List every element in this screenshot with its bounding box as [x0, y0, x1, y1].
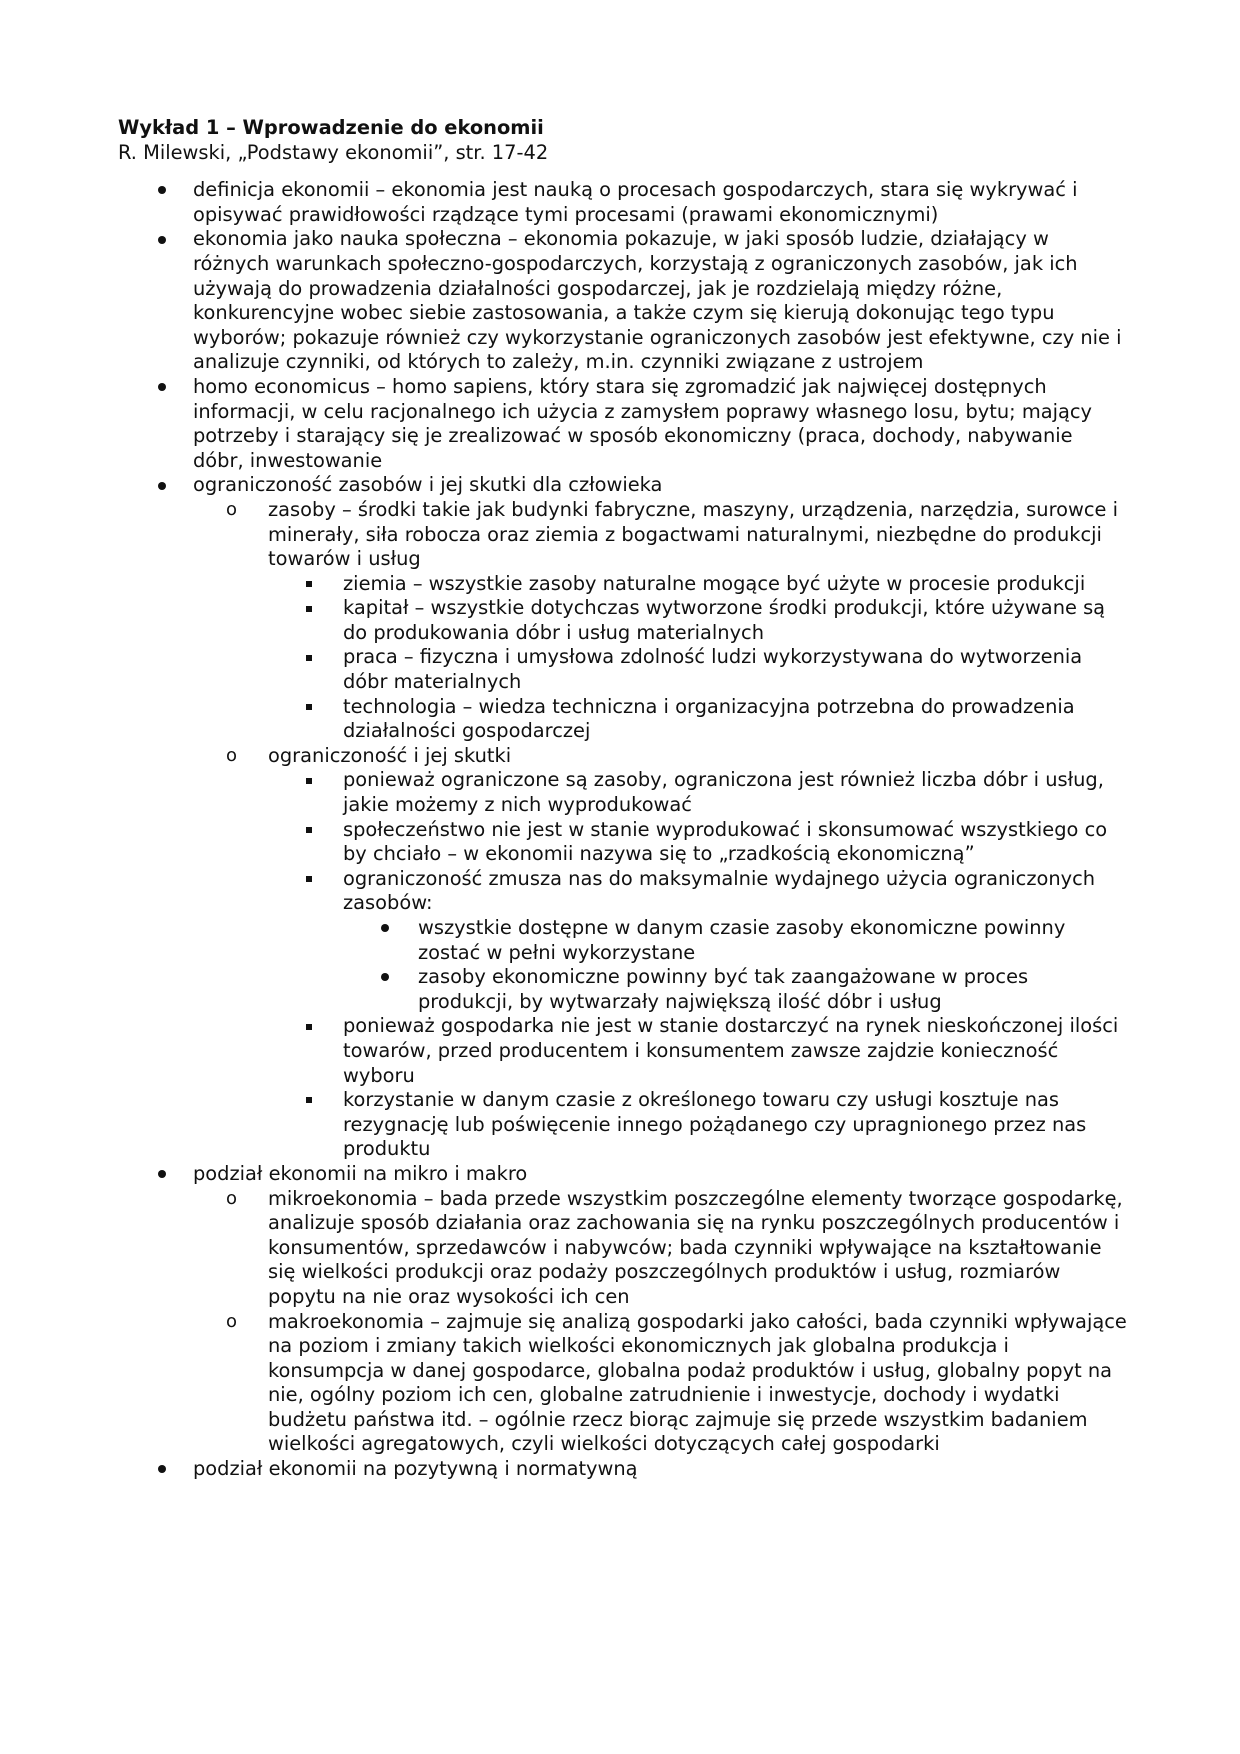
sub-sub-list [268, 572, 1128, 744]
list-item-text: ziemia – wszystkie zasoby naturalne mogące być użyte w procesie produkcji [343, 571, 1086, 595]
bullet-dot-icon [158, 1162, 166, 1187]
bullet-square-icon [306, 768, 312, 793]
bullet-dot-icon [158, 1457, 166, 1482]
bullet-circle-icon: o [226, 745, 238, 767]
list-item-text: ograniczoność zmusza nas do maksymalnie wydajnego użycia ograniczonych zasobów: [343, 866, 1096, 915]
list-item [268, 572, 1128, 597]
bullet-square-icon [306, 645, 312, 670]
bullet-square-icon [306, 1088, 312, 1113]
list-item [193, 1310, 1128, 1458]
list-item-text: ekonomia jako nauka społeczna – ekonomia pokazuje, w jaki sposób ludzie, działający w różnych warunkach społeczno-gospodarczych, korzystają z ograniczonych zasobów, jak ich używają do prowadzenia działalności gospodarczej, jak je rozdzielają między różne, konkurencyjne wobec siebie zastosowania, a także czym się kierują dokonując tego typu wyborów; pokazuje również czy wykorzystanie ograniczonych zasobów jest efektywne, czy nie i analizuje czynniki, od których to zależy, m.in. czynniki związane z ustrojem [193, 227, 1122, 374]
list-item-text: zasoby – środki takie jak budynki fabryczne, maszyny, urządzenia, narzędzia, surowce i minerały, siła robocza oraz ziemia z bogactwami naturalnymi, niezbędne do produkcji towarów i usług [268, 497, 1118, 571]
bullet-circle-icon: o [226, 1310, 238, 1332]
bullet-square-icon [306, 867, 312, 892]
list-item [118, 227, 1128, 375]
list-item-text: podział ekonomii na pozytywną i normatywną [193, 1457, 638, 1481]
list-item [268, 818, 1128, 867]
bullet-dot-icon [381, 965, 389, 990]
list-item [118, 1457, 1128, 1482]
list-item [268, 1088, 1128, 1162]
list-item-text: technologia – wiedza techniczna i organizacyjna potrzebna do prowadzenia działalności gospodarczej [343, 694, 1075, 743]
list-item [268, 596, 1128, 645]
list-item [193, 498, 1128, 744]
bullet-square-icon [306, 572, 312, 597]
bullet-square-icon [306, 1014, 312, 1039]
list-item [268, 1014, 1128, 1088]
bullet-circle-icon: o [226, 1187, 238, 1209]
sub-sub-list [268, 768, 1128, 1162]
list-item-text: zasoby ekonomiczne powinny być tak zaangażowane w proces produkcji, by wytwarzały największą ilość dóbr i usług [418, 965, 1029, 1013]
sub-list [193, 498, 1128, 1162]
list-item-text: podział ekonomii na mikro i makro [193, 1161, 528, 1185]
bullet-square-icon [306, 695, 312, 720]
list-item-text: ograniczoność i jej skutki [268, 743, 512, 767]
list-item [118, 1162, 1128, 1457]
list-item-text: społeczeństwo nie jest w stanie wyprodukować i skonsumować wszystkiego co by chciało – w ekonomii nazywa się to „rzadkością ekonomiczną” [343, 817, 1108, 866]
sub-list [193, 1187, 1128, 1458]
document-content [118, 116, 1128, 1482]
bullet-dot-icon [158, 375, 166, 400]
list-item-text: ponieważ gospodarka nie jest w stanie dostarczyć na rynek nieskończonej ilości towarów, przed producentem i konsumentem zawsze zajdzie konieczność wyboru [343, 1014, 1119, 1087]
list-item [193, 1187, 1128, 1310]
list-item [118, 473, 1128, 1162]
bullet-dot-icon [158, 227, 166, 252]
list-item [268, 695, 1128, 744]
list-item [343, 965, 1128, 1014]
list-item-text: ponieważ ograniczone są zasoby, ograniczona jest również liczba dóbr i usług, jakie możemy z nich wyprodukować [343, 768, 1104, 817]
list-item [343, 916, 1128, 965]
list-item-text: makroekonomia – zajmuje się analizą gospodarki jako całości, bada czynniki wpływające na poziom i zmiany takich wielkości ekonomicznych jak globalna produkcja i konsumpcja w danej gospodarce, globalna podaż produktów i usług, globalny popyt na nie, ogólny poziom ich cen, globalne zatrudnienie i inwestycje, dochody i wydatki budżetu państwa itd. – ogólnie rzecz biorąc zajmuje się przede wszystkim badaniem wielkości agregatowych, czyli wielkości dotyczących całej gospodarki [268, 1309, 1127, 1456]
bullet-dot-icon [381, 916, 389, 941]
bullet-dot-icon [158, 473, 166, 498]
document-title: Wykład 1 – Wprowadzenie do ekonomii [118, 116, 544, 139]
list-item-text: praca – fizyczna i umysłowa zdolność ludzi wykorzystywana do wytworzenia dóbr materialnych [343, 645, 1083, 694]
list-item [268, 645, 1128, 694]
main-bullet-list [118, 178, 1128, 1481]
list-item-text: ograniczoność zasobów i jej skutki dla człowieka [193, 473, 663, 497]
list-item-text: korzystanie w danym czasie z określonego towaru czy usługi kosztuje nas rezygnację lub poświęcenie innego pożądanego czy upragnionego przez nas produktu [343, 1088, 1087, 1161]
list-item-text: homo economicus – homo sapiens, który stara się zgromadzić jak najwięcej dostępnych informacji, w celu racjonalnego ich użycia z zamysłem poprawy własnego losu, bytu; mający potrzeby i starający się je zrealizować w sposób ekonomiczny (praca, dochody, nabywanie dóbr, inwestowanie [193, 374, 1093, 472]
list-item [193, 744, 1128, 1162]
list-item [268, 867, 1128, 1015]
list-item [118, 178, 1128, 227]
bullet-square-icon [306, 818, 312, 843]
list-item-text: definicja ekonomii – ekonomia jest nauką o procesach gospodarczych, stara się wykrywać i opisywać prawidłowości rządzące tymi procesami (prawami ekonomicznymi) [193, 178, 1078, 226]
bullet-square-icon [306, 596, 312, 621]
document-subtitle: R. Milewski, „Podstawy ekonomii”, str. 17-42 [118, 140, 549, 164]
bullet-circle-icon: o [226, 499, 238, 521]
list-item [118, 375, 1128, 473]
list-item-text: mikroekonomia – bada przede wszystkim poszczególne elementy tworzące gospodarkę, analizuje sposób działania oraz zachowania się na rynku poszczególnych producentów i konsumentów, sprzedawców i nabywców; bada czynniki wpływające na kształtowanie się wielkości produkcji oraz podaży poszczególnych produktów i usług, rozmiarów popytu na nie oraz wysokości ich cen [268, 1186, 1123, 1308]
sub-sub-sub-list [343, 916, 1128, 1014]
bullet-dot-icon [158, 178, 166, 203]
list-item [268, 768, 1128, 817]
list-item-text: kapitał – wszystkie dotychczas wytworzone środki produkcji, które używane są do produkowania dóbr i usług materialnych [343, 596, 1106, 644]
list-item-text: wszystkie dostępne w danym czasie zasoby ekonomiczne powinny zostać w pełni wykorzystane [418, 916, 1066, 964]
